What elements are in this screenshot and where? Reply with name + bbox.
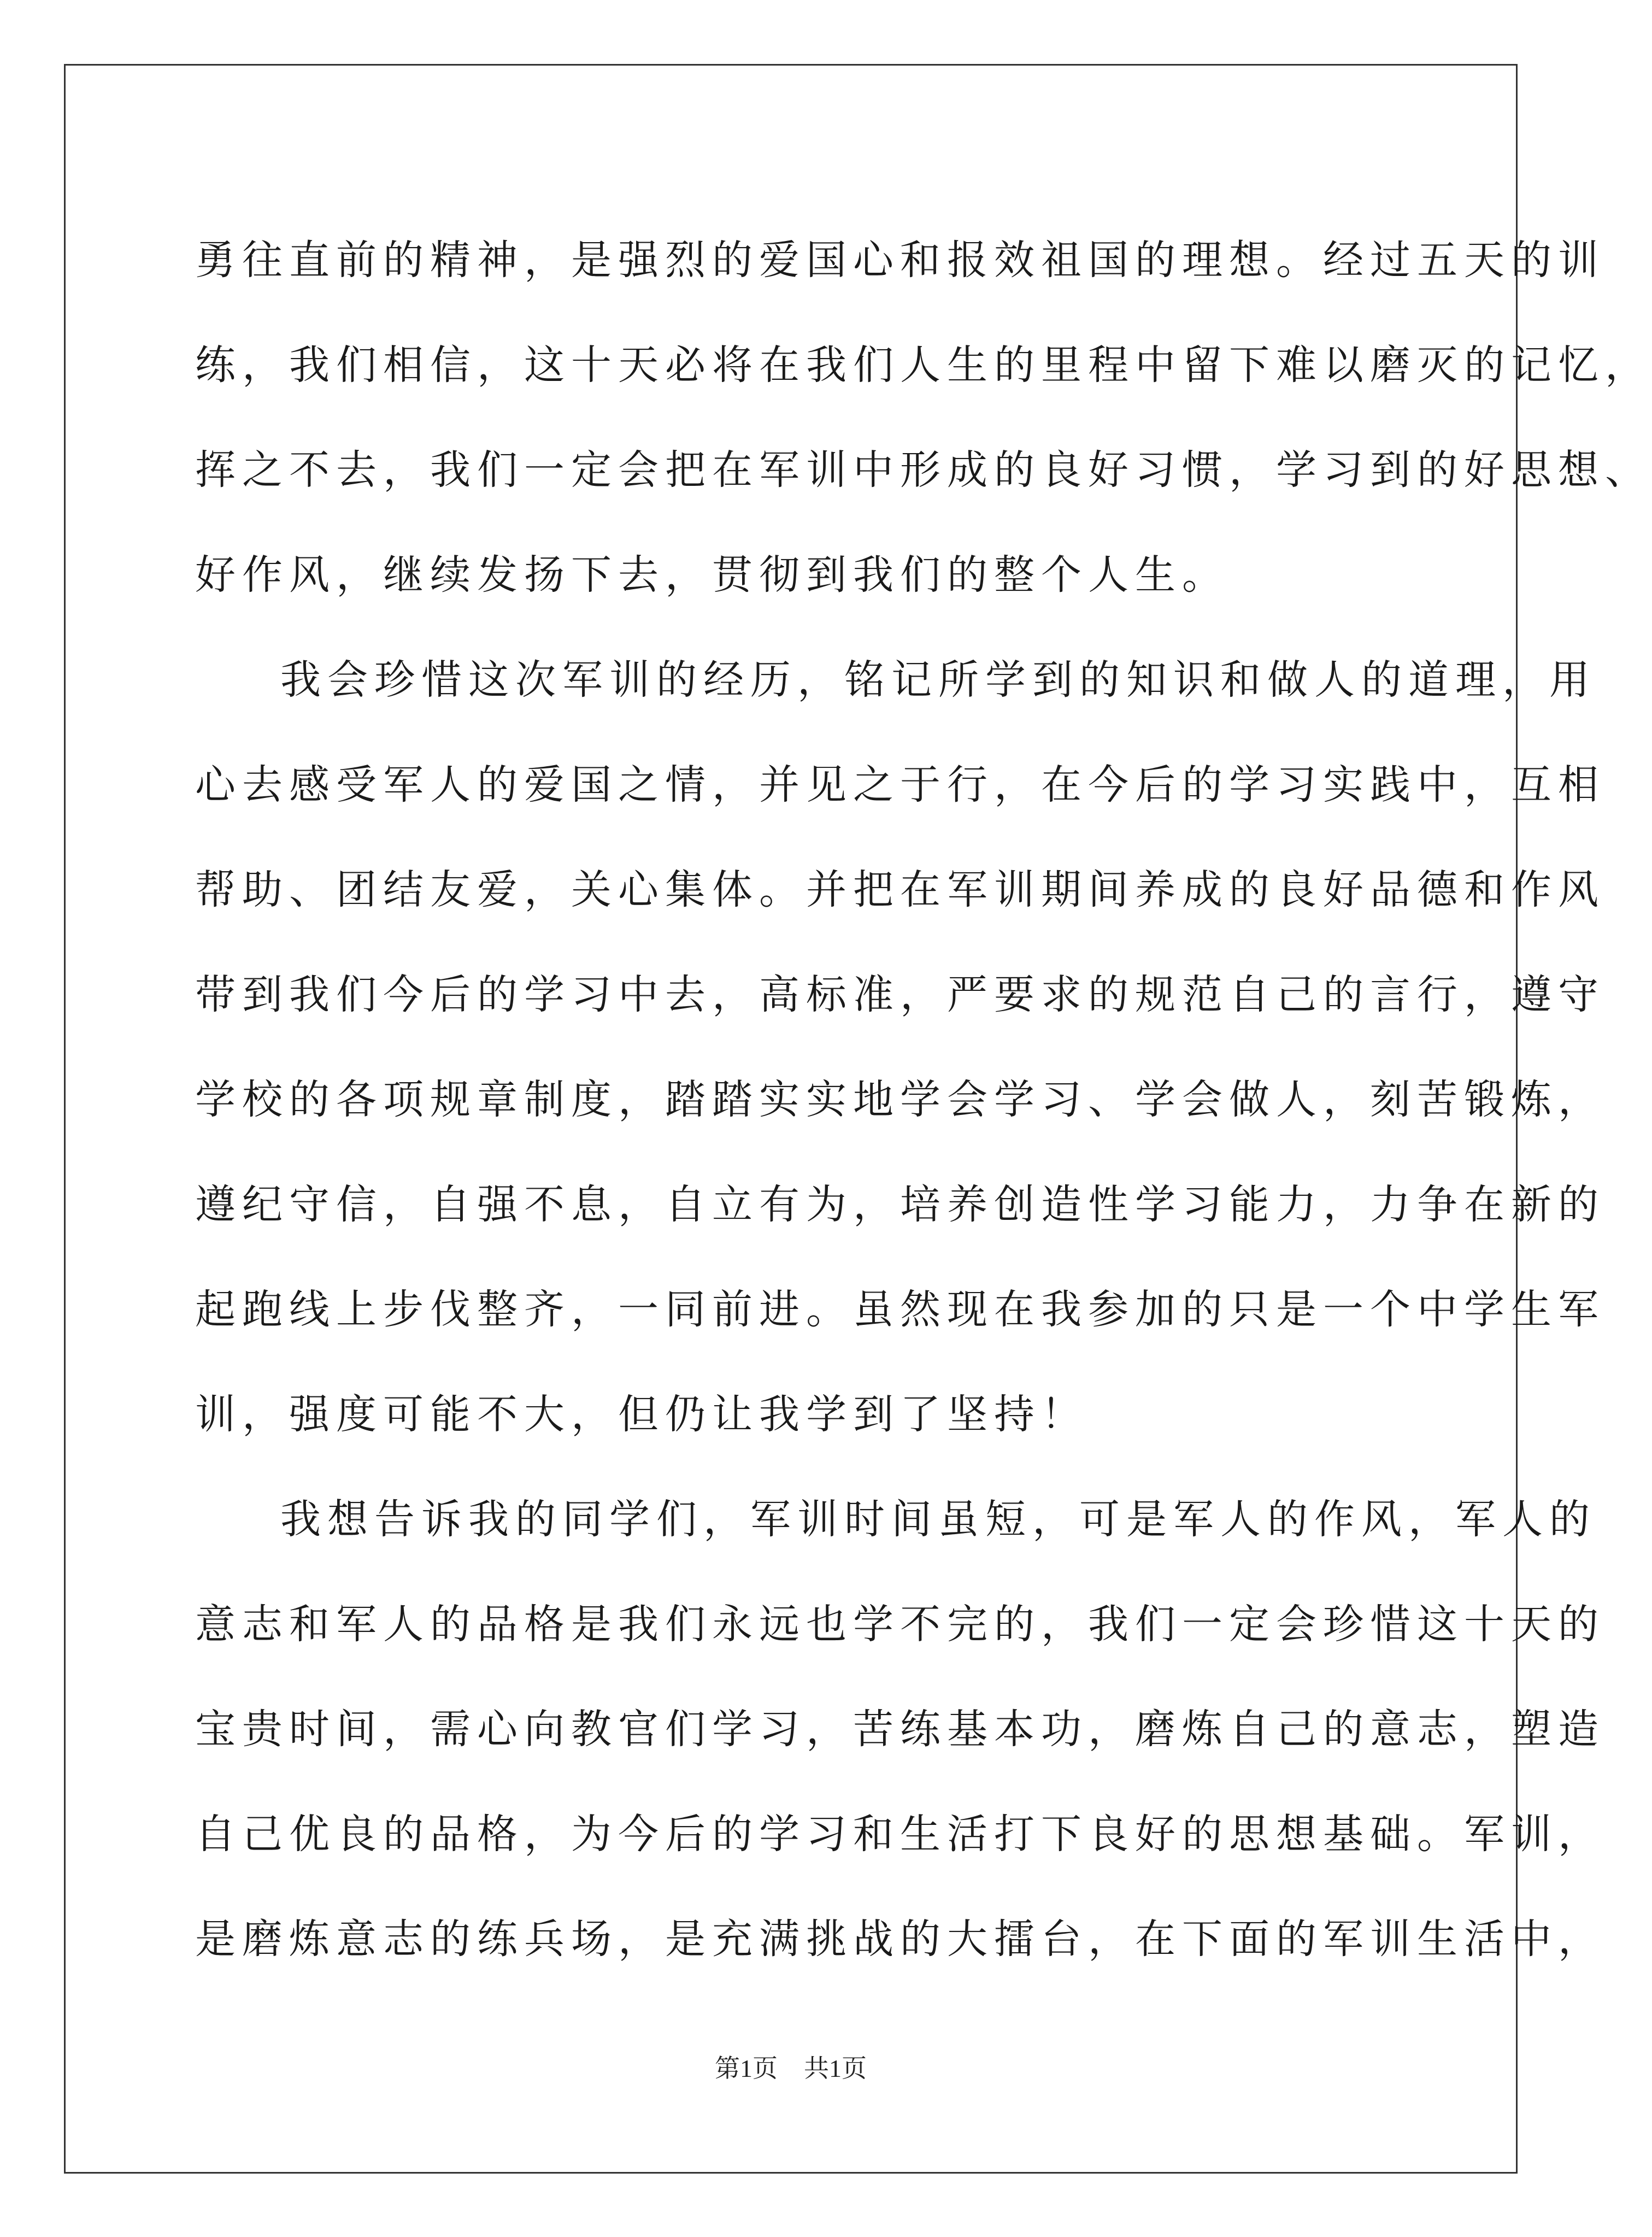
text-line: 是磨炼意志的练兵场，是充满挑战的大擂台，在下面的军训生活中， [195, 1916, 1605, 1963]
text-line: 遵纪守信，自强不息，自立有为，培养创造性学习能力，力争在新的 [195, 1181, 1605, 1228]
paragraph [195, 627, 1605, 1467]
document-body [195, 208, 1652, 1992]
text-line: 练，我们相信，这十天必将在我们人生的里程中留下难以磨灭的记忆， [195, 342, 1652, 389]
text-line: 我会珍惜这次军训的经历，铭记所学到的知识和做人的道理，用 [280, 656, 1596, 703]
text-line: 自己优良的品格，为今后的学习和生活打下良好的思想基础。军训， [195, 1811, 1605, 1858]
text-line: 挥之不去，我们一定会把在军训中形成的良好习惯，学习到的好思想、 [195, 447, 1652, 494]
paragraph [195, 1467, 1605, 1992]
text-line: 心去感受军人的爱国之情，并见之于行，在今后的学习实践中，互相 [195, 761, 1605, 808]
text-line: 学校的各项规章制度，踏踏实实地学会学习、学会做人，刻苦锻炼， [195, 1076, 1605, 1123]
page-footer [0, 2048, 1582, 2085]
page-total: 共1页 [804, 2054, 867, 2082]
page-number: 第1页 [715, 2054, 778, 2082]
text-line: 我想告诉我的同学们，军训时间虽短，可是军人的作风，军人的 [280, 1496, 1596, 1543]
text-line: 好作风，继续发扬下去，贯彻到我们的整个人生。 [195, 551, 1229, 598]
text-line: 帮助、团结友爱，关心集体。并把在军训期间养成的良好品德和作风 [195, 866, 1605, 913]
text-line: 意志和军人的品格是我们永远也学不完的，我们一定会珍惜这十天的 [195, 1601, 1605, 1648]
text-line: 宝贵时间，需心向教官们学习，苦练基本功，磨炼自己的意志，塑造 [195, 1706, 1605, 1753]
paragraph [195, 208, 1652, 627]
text-line: 起跑线上步伐整齐，一同前进。虽然现在我参加的只是一个中学生军 [195, 1286, 1605, 1333]
text-line: 训，强度可能不大，但仍让我学到了坚持！ [195, 1391, 1088, 1438]
text-line: 勇往直前的精神，是强烈的爱国心和报效祖国的理想。经过五天的训 [195, 237, 1605, 284]
text-line: 带到我们今后的学习中去，高标准，严要求的规范自己的言行，遵守 [195, 971, 1605, 1018]
